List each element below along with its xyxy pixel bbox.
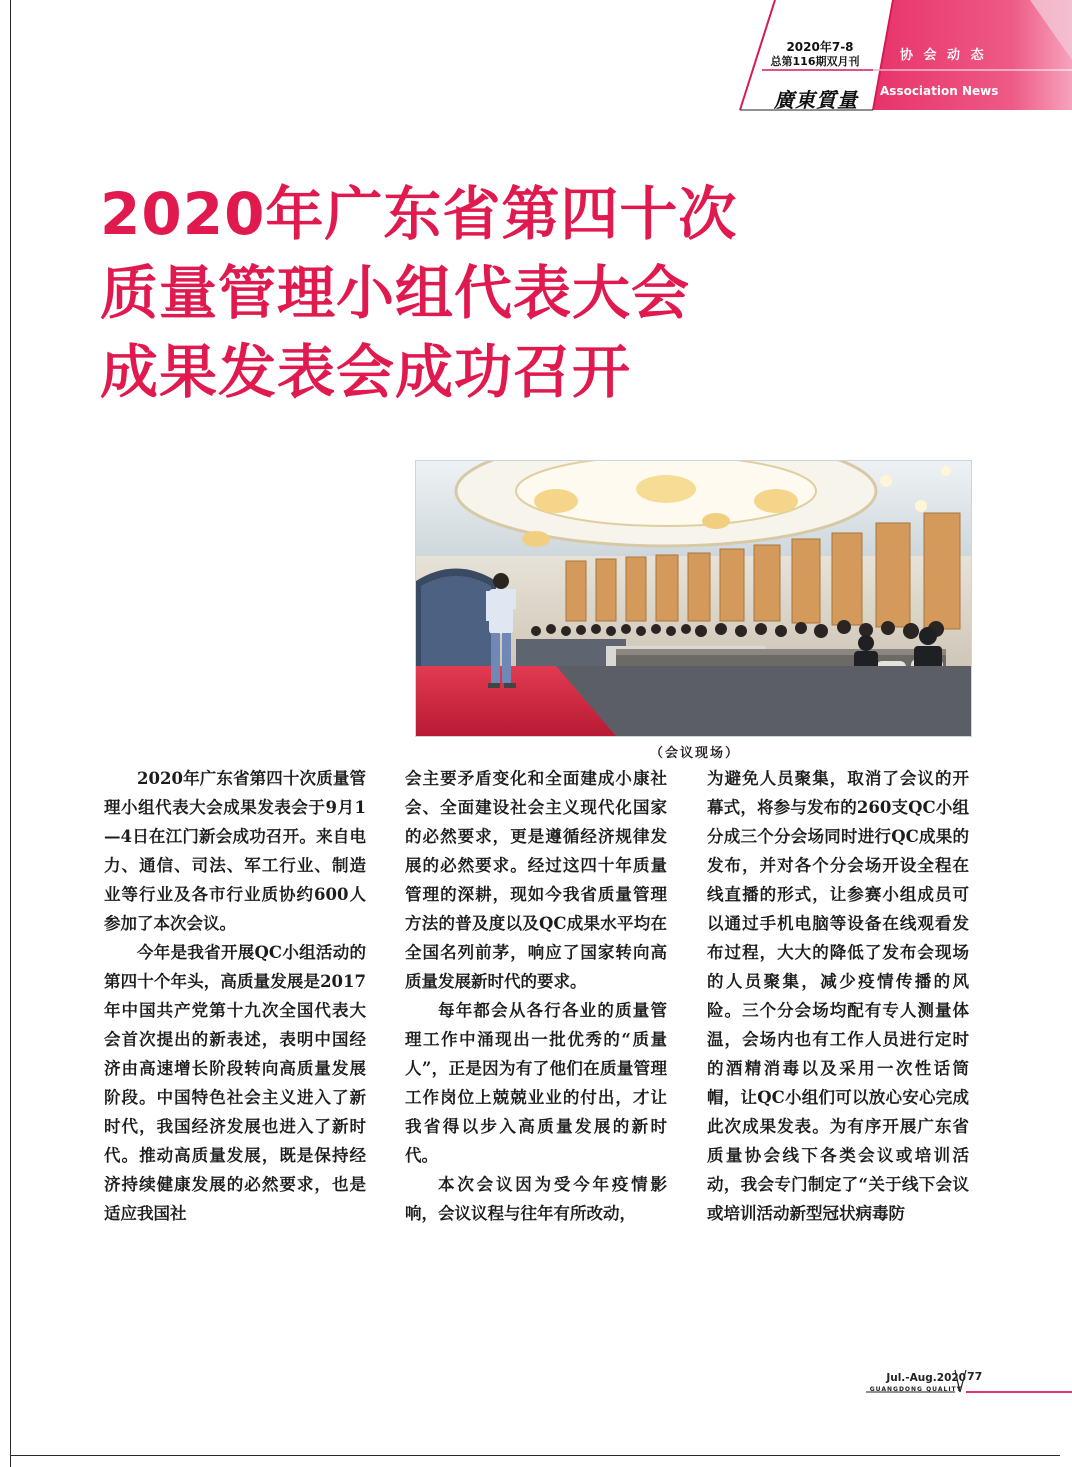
paragraph: 为避免人员聚集，取消了会议的开幕式，将参与发布的260支QC小组分成三个分会场同时进行QC成果的发布，并对各个分会场开设全程在线直播的形式，让参赛小组成员可以通过手机电脑等设备在线观看发布过程，大大的降低了发布会现场的人员聚集，减少疫情传播的风险。三个分会场均配有专人测量体温，会场内也有工作人员进行定时的酒精消毒以及采用一次性话筒帽，让QC小组们可以放心安心完成此次成果发表。为有序开展广东省质量协会线下各类会议或培训活动，我会专门制定了“关于线下会议或培训活动新型冠状病毒防 [707, 769, 969, 1223]
left-margin-line [10, 0, 11, 1467]
section-title-en: Association News [880, 84, 999, 98]
paragraph: 本次会议因为受今年疫情影响，会议议程与往年有所改动， [405, 1175, 667, 1223]
title-line: 成果发表会成功召开 [100, 338, 632, 406]
page-number: 77 [967, 1370, 983, 1383]
section-title-cn: 协 会 动 态 [900, 48, 987, 63]
title-line: 质量管理小组代表大会 [100, 259, 691, 327]
text-column-2 [405, 764, 667, 1228]
issue-date: 2020年7-8 [786, 40, 854, 54]
article-title [100, 175, 860, 412]
paragraph: 会主要矛盾变化和全面建成小康社会、全面建设社会主义现代化国家的必然要求，更是遵循经济规律发展的必然要求。经过这四十年质量管理的深耕，现如今我省质量管理方法的普及度以及QC成果水平均在全国名列前茅，响应了国家转向高质量发展新时代的要求。 [405, 769, 667, 991]
conference-photo [415, 460, 972, 737]
issue-number: 总第116期双月刊 [770, 55, 860, 68]
footer-brand: GUANGDONG QUALITY [869, 1386, 962, 1393]
bottom-margin-line [10, 1455, 1060, 1456]
footer-date: Jul.-Aug.2020 [886, 1372, 966, 1384]
magazine-logo: 廣東質量 [774, 88, 858, 112]
title-line: 2020年广东省第四十次 [100, 180, 738, 248]
photo-caption: （会议现场） [649, 746, 740, 761]
text-column-1 [104, 764, 366, 1228]
paragraph: 2020年广东省第四十次质量管理小组代表大会成果发表会于9月1—4日在江门新会成功召开。来自电力、通信、司法、军工行业、制造业等行业及各市行业质协约600人参加了本次会议。 [104, 769, 366, 933]
text-column-3 [707, 764, 969, 1228]
paragraph: 今年是我省开展QC小组活动的第四十个年头，高质量发展是2017年中国共产党第十九次全国代表大会首次提出的新表述，表明中国经济由高速增长阶段转向高质量发展阶段。中国特色社会主义进入了新时代，我国经济发展也进入了新时代。推动高质量发展，既是保持经济持续健康发展的必然要求，也是适应我国社 [104, 943, 366, 1223]
paragraph: 每年都会从各行各业的质量管理工作中涌现出一批优秀的“质量人”，正是因为有了他们在质量管理工作岗位上兢兢业业的付出，才让我省得以步入高质量发展的新时代。 [405, 1001, 667, 1165]
header-decoration [0, 0, 1072, 130]
